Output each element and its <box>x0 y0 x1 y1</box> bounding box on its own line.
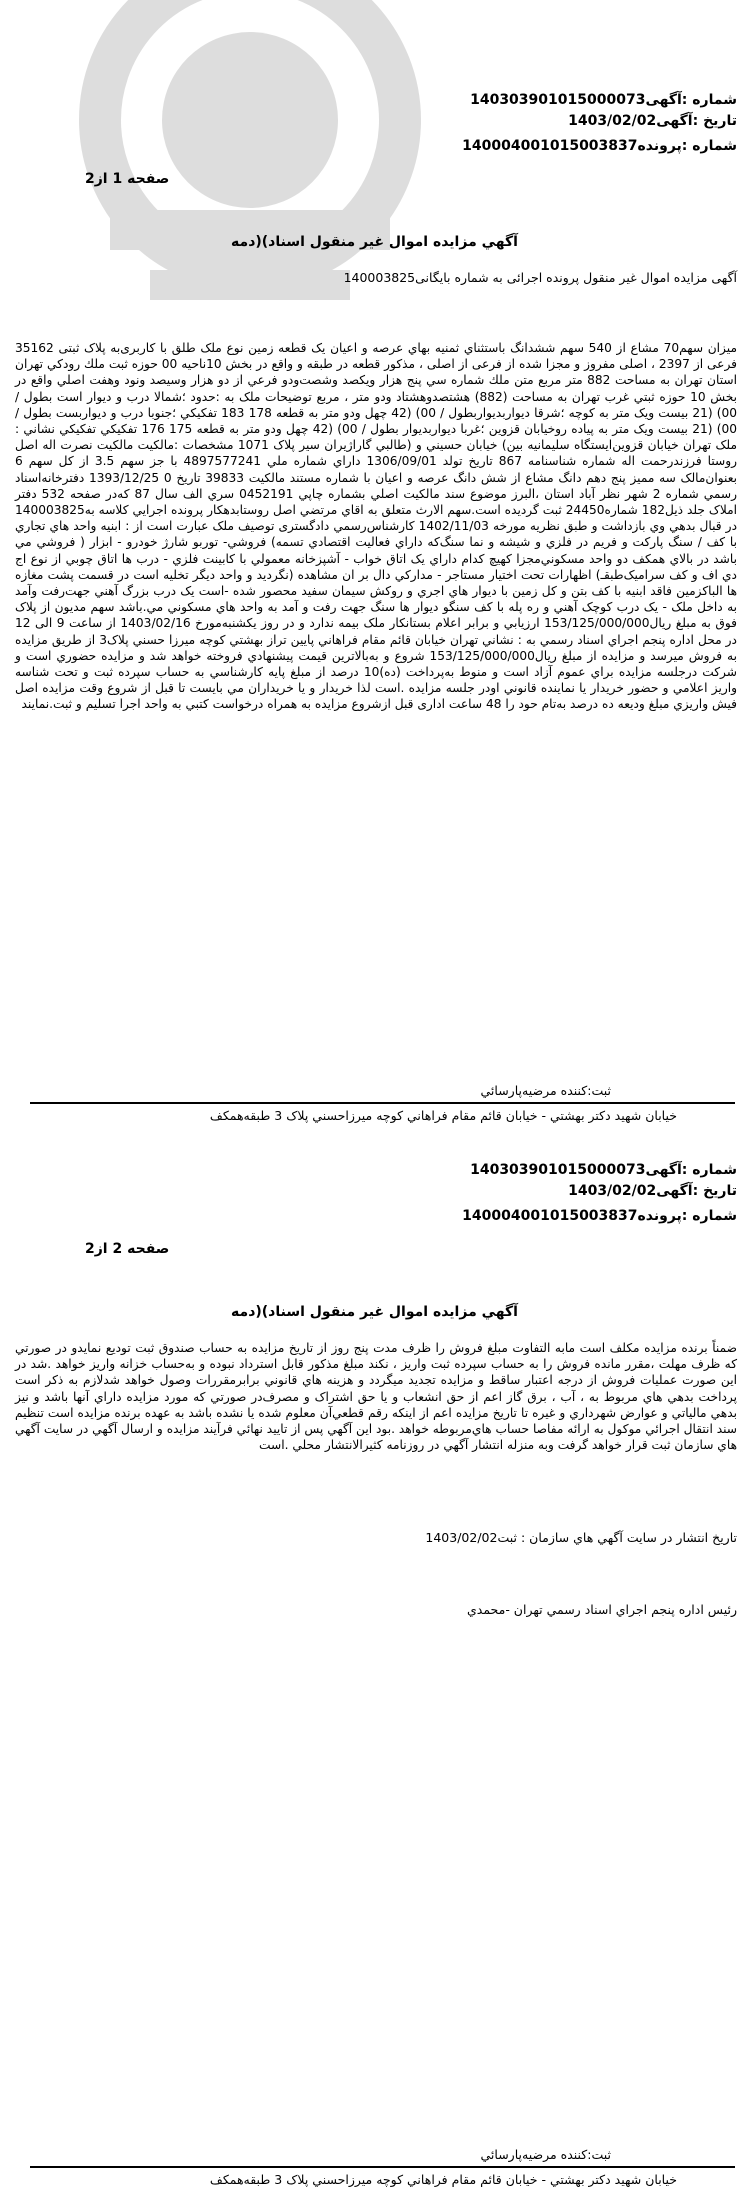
footer-divider <box>30 2166 735 2168</box>
hezare-gostaran-watermark-logo <box>40 0 460 390</box>
publish-date-line: تاريخ انتشار در سايت آگهي هاي سازمان : ثبت1403/02/02 <box>425 1530 737 1545</box>
registrant-line: ثبت:کننده مرضيه‌پارسائي <box>480 1083 611 1098</box>
ad-date: تاریخ :آگهی1403/02/02 <box>568 1183 737 1199</box>
registrant-line: ثبت:کننده مرضيه‌پارسائي <box>480 2147 611 2162</box>
ad-date: تاریخ :آگهی1403/02/02 <box>568 113 737 129</box>
file-number: شماره :پرونده140004001015003837 <box>462 1208 737 1224</box>
footer-divider <box>30 1102 735 1104</box>
auction-body-text: میزان سهم70 مشاع از 540 سهم ششدانگ باستثناي ثمنيه بهاي عرصه و اعيان يک قطعه زمين نوع ملک طلق با کاربری‌به پلاک ثبتی 35162 فرعی از 2397 ، اصلی مفروز و مجزا شده از فرعی از اصلی ، مذکور قطعه در طبقه و واقع در بخش 10ناحیه 00 حوزه ثبت ملك رودکي تهران استان تهران به مساحت 882 متر مربع متن ملك شماره سي پنج هزار ويكصد وشصت‌ودو فرعي از دو هزار وسيصد ونود وهفت اصلي واقع در بخش 10 حوزه ثبتي غرب تهران به مساحت (882) هشتصدوهشتاد ودو متر ، مربع توضيحات ملک به :حدود ؛شمالا درب و ديوار است بطول / 00) (21 بيست ويک متر به کوچه ؛شرقا ديواربديواربطول / 00) (42 چهل ودو متر به قطعه 178 183 تفکيکي ؛جنوبا درب و ديواربست بطول / 00) (21 بيست ويک متر به پياده روخيابان قزوين ؛غربا ديواربديوار بطول / 00) (42 چهل ودو متر به قطعه 175 176 تفکيکي تفکيکي نشاني : ملک تهران خيابان قزوين‌ايستگاه سليمانيه بين) خيابان حسيني و (طالبي گاراژيران سير پلاک 1071 مشخصات :مالکيت مالکيت نصرت اله اصل روستا فرزندرحمت اله شماره شناسنامه 867 تاريخ تولد 1306/09/01 داراي شماره ملي 4897577241 با جز سهم 3.5 از کل سهم 6 بعنوان‌مالک سه مميز پنج دهم دانگ مشاع از شش دانگ عرصه و اعيان با شماره مستند مالکيت 39833 تاريخ 0 1393/12/25 دفترخانه‌اسناد رسمي شماره 2 شهر نظر آباد استان ،البرز موضوع سند مالکيت اصلي بشماره چاپي 0452191 سري الف سال 87 که‌در صفحه 532 دفتر املاک جلد ذيل182 شماره24450 ثبت گرديده است.سهم الارث متعلق به اقاي مرتضي اصل روستابدهکار پرونده اجرايي کلاسه به140003825 در قبال بدهي وي بازداشت و طبق نظريه مورخه 1402/11/03 کارشناس‌رسمي دادگستری توصيف ملک عبارت است از : ابنيه واحد هاي تجاري با کف / سنگ پارکت و فريم در فلزي و شيشه و نما سنگ‌که داراي فعاليت اقتصادي تسمه) فروشي- توربو شارژ خودرو - ابزار ( فروشي مي باشد در بالاي همکف دو واحد مسکوني‌مجزا کهيچ کدام داراي يک اتاق خواب - آشپزخانه معمولي با کابينت فلزي - درب ها اتاق چوبي از نوع اج دي اف و کف سراميک‌طبقـ) اظهارات تحت اختيار مستاجر - مدارکي دال بر ان مشاهده (نگرديد و واحد ديگر تخليه است در قسمت پشت مغازه ها الباكزمين فاقد ابنيه با کف بتن و کل زمين با ديوار هاي اجري و روکش سيمان سفيد محصور شده -است يک درب بزرگ آهني جهت‌رفت وآمد به داخل ملک - يک درب کوچک آهني و ره پله با کف سنگو ديوار ها سنگ جهت رفت و آمد به واحد هاي مسکوني مي.باشد سهم مديون از پلاک فوق به مبلغ ريال153/125/000/000 ارزيابي و برابر اعلام بستانکار ملک بيمه ندارد و در روز يکشنبه‌مورخ 1403/02/16 از ساعت 9 الی 12 در محل اداره پنجم اجراي اسناد رسمي به : نشاني تهران خيابان قائم مقام فراهاني پايين تراز بهشتي کوچه ميرزا حسني پلاک3 از طريق مزايده به فروش ميرسد و مزايده از مبلغ ريال153/125/000/000 شروع و به‌بالاترين قيمت پيشنهادي فروخته خواهد شد و مزايده حضوري است و شرکت درجلسه مزايده براي عموم آزاد است و منوط به‌پرداخت (ده)10 درصد از مبلغ پايه کارشناسي به حساب سپرده ثبت و تحت شناسه واريز اعلامي و حضور خريدار يا نماينده قانوني اودر جلسه مزايده .است لذا خريدار و يا خريداران مي بايست تا قبل از شروع وقت مزايده اصل فيش واريزي مبلغ وديعه ده درصد به‌تام حود را 48 ساعت اداری قبل ازشروع مزايده به همراه درخواست کتبي به واحد اجرا تسليم و ثبت.نمايند <box>15 341 738 712</box>
file-number: شماره :پرونده140004001015003837 <box>462 138 737 154</box>
ad-number: شماره :آگهی140303901015000073 <box>470 92 737 108</box>
signature-line: رئيس اداره پنجم اجراي اسناد رسمي تهران -محمدي <box>466 1602 737 1617</box>
auction-terms-text: ضمناً برنده مزايده مکلف است مابه التفاوت مبلغ فروش را ظرف مدت پنج روز از تاريخ مزايده به حساب صندوق ثبت توديع نمايدو در صورتي که ظرف مهلت ،مقرر مانده فروش را به حساب سپرده ثبت واريز ، نکند مبلغ مذکور قابل استرداد نبوده و به‌حساب خزانه واريز خواهد .شد در اين صورت عمليات فروش از درجه اعتبار ساقط و مزايده تجديد ميگردد و هزينه هاي قانوني برابرمقررات وصول خواهد شدلازم به ذکر است پرداخت بدهي هاي مربوط به ، آب ، برق گاز اعم از حق انشعاب و يا حق اشتراک و مصرف‌در صورتي که مورد مزايده داراي آنها باشد و نيز بدهي مالياتي و عوارض شهرداري و غيره تا تاريخ مزايده اعم از اينکه رقم قطعي‌آن معلوم شده يا نشده باشد به عهده برنده مزايده است تنظيم سند انتقال اجرائي موکول به ارائه مفاصا حساب هاي‌مربوطه خواهد .بود اين آگهي پس از تاييد نهائي فرآيند مزايده و ارسال آگهي در سايت آگهي هاي سازمان ثبت قرار خواهد گرفت وبه منزله انتشار آگهي در روزنامه کثيرالانتشار محلي .است <box>14 1341 737 1453</box>
document-title: آگهي مزايده اموال غير منقول اسناد)(دمه <box>231 1304 518 1320</box>
ad-meta-block <box>462 90 737 157</box>
document-subtitle: آگهی مزایده اموال غیر منقول پرونده اجرائی به شماره بایگانی140003825 <box>343 270 737 285</box>
document-title: آگهي مزايده اموال غير منقول اسناد)(دمه <box>231 234 518 250</box>
ad-number: شماره :آگهی140303901015000073 <box>470 1162 737 1178</box>
footer-address: خيابان شهيد دکتر بهشتي - خيابان قائم مقام فراهاني کوچه ميرزاحسني پلاک 3 طبقه‌همکف <box>209 1108 677 1123</box>
document-page-2 <box>0 1130 749 2196</box>
page-label: صفحه 2 از2 <box>85 1241 170 1257</box>
footer-address: خيابان شهيد دکتر بهشتي - خيابان قائم مقام فراهاني کوچه ميرزاحسني پلاک 3 طبقه‌همکف <box>209 2172 677 2187</box>
page-label: صفحه 1 از2 <box>85 171 170 187</box>
ad-meta-block <box>462 1160 737 1227</box>
